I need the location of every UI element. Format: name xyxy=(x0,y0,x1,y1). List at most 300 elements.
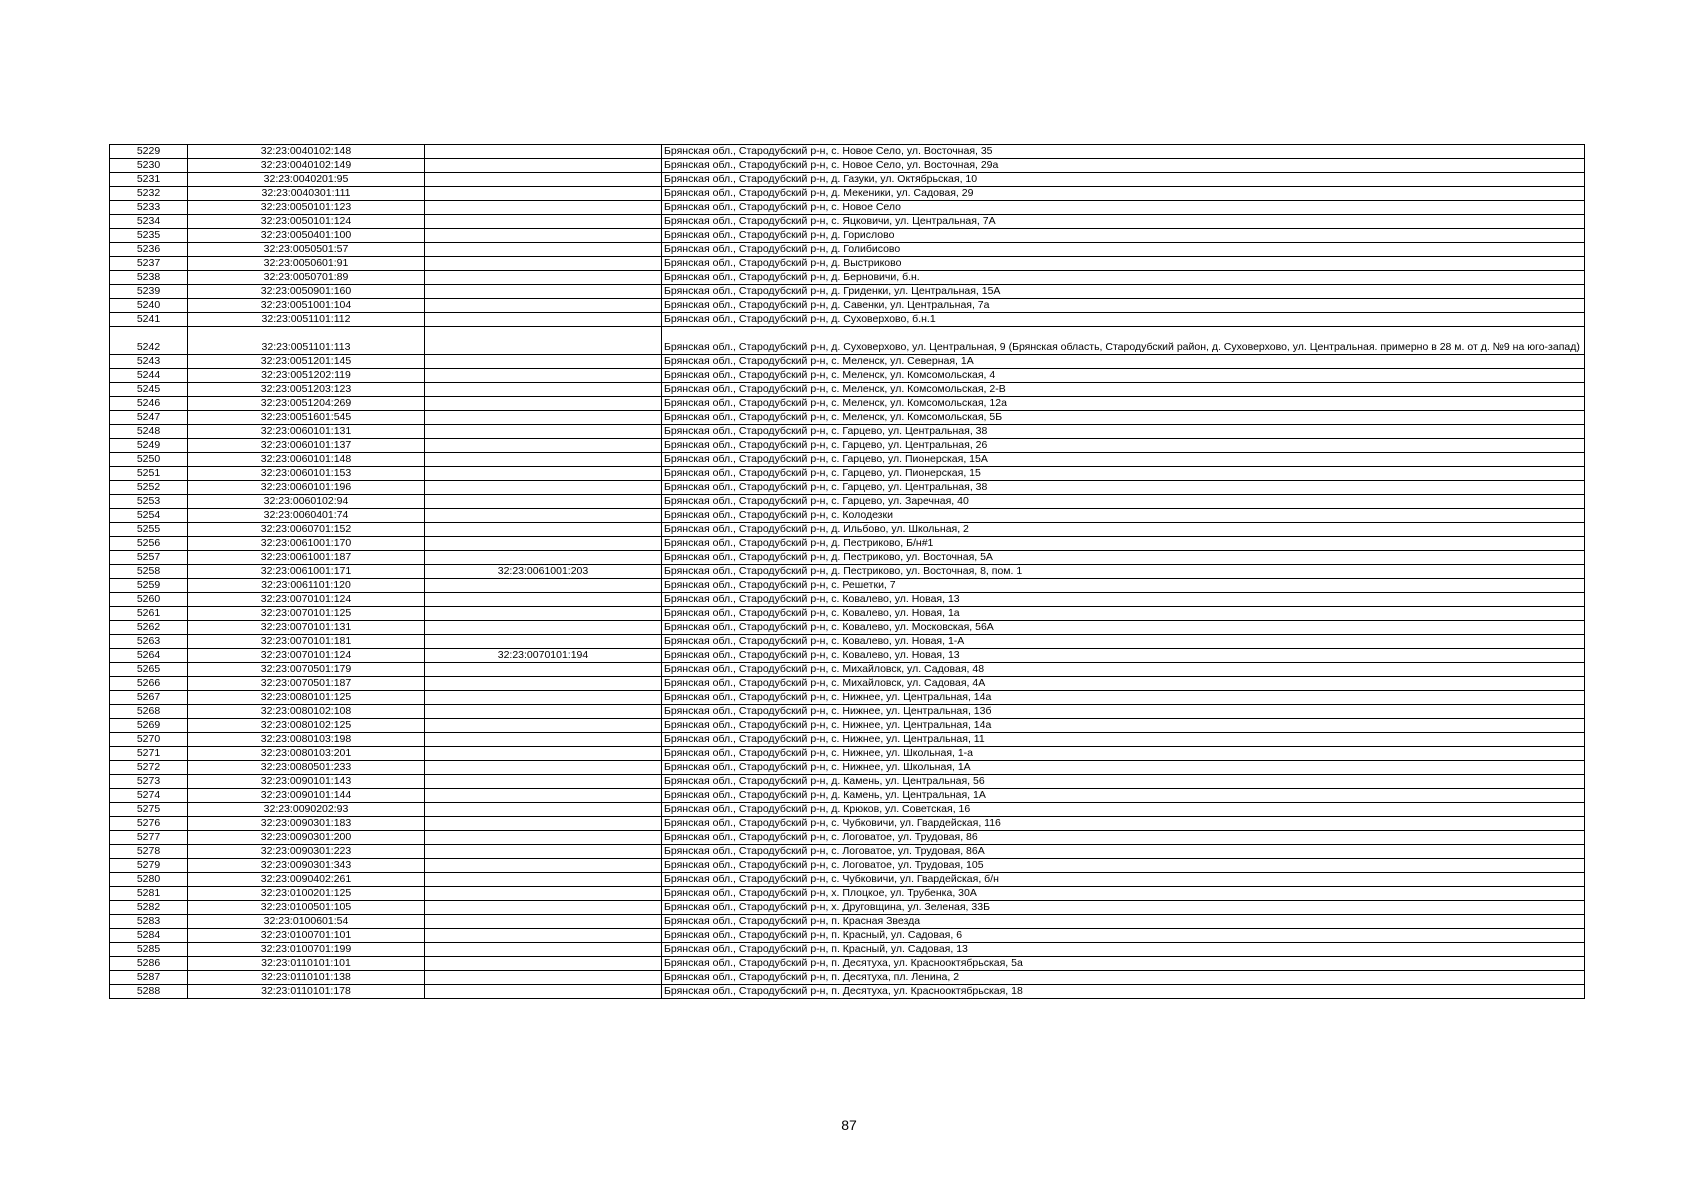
related-cadastral-number-cell xyxy=(425,523,662,537)
table-row xyxy=(110,243,1585,257)
row-number-cell: 5235 xyxy=(110,229,188,243)
row-number-cell: 5263 xyxy=(110,635,188,649)
related-cadastral-number-cell xyxy=(425,733,662,747)
table-row xyxy=(110,747,1585,761)
table-row xyxy=(110,803,1585,817)
table-body xyxy=(110,145,1585,999)
related-cadastral-number-cell xyxy=(425,887,662,901)
related-cadastral-number-cell xyxy=(425,425,662,439)
address-cell: Брянская обл., Стародубский р-н, с. Новое Село, ул. Восточная, 35 xyxy=(662,145,1585,159)
address-cell: Брянская обл., Стародубский р-н, д. Савенки, ул. Центральная, 7а xyxy=(662,299,1585,313)
table-row xyxy=(110,453,1585,467)
row-number-cell: 5269 xyxy=(110,719,188,733)
row-number-cell: 5262 xyxy=(110,621,188,635)
address-cell: Брянская обл., Стародубский р-н, с. Гарцево, ул. Пионерская, 15 xyxy=(662,467,1585,481)
row-number-cell: 5233 xyxy=(110,201,188,215)
address-cell: Брянская обл., Стародубский р-н, п. Десятуха, ул. Краснооктябрьская, 5а xyxy=(662,957,1585,971)
cadastral-number-cell: 32:23:0090301:200 xyxy=(188,831,425,845)
related-cadastral-number-cell xyxy=(425,551,662,565)
related-cadastral-number-cell xyxy=(425,985,662,999)
related-cadastral-number-cell xyxy=(425,257,662,271)
row-number-cell: 5248 xyxy=(110,425,188,439)
table-row xyxy=(110,285,1585,299)
cadastral-number-cell: 32:23:0051101:112 xyxy=(188,313,425,327)
table-row xyxy=(110,915,1585,929)
related-cadastral-number-cell xyxy=(425,509,662,523)
related-cadastral-number-cell xyxy=(425,453,662,467)
cadastral-number-cell: 32:23:0070501:187 xyxy=(188,677,425,691)
address-cell: Брянская обл., Стародубский р-н, д. Крюков, ул. Советская, 16 xyxy=(662,803,1585,817)
address-cell: Брянская обл., Стародубский р-н, д. Берновичи, б.н. xyxy=(662,271,1585,285)
cadastral-number-cell: 32:23:0100201:125 xyxy=(188,887,425,901)
related-cadastral-number-cell xyxy=(425,817,662,831)
table-row xyxy=(110,537,1585,551)
row-number-cell: 5245 xyxy=(110,383,188,397)
table-row xyxy=(110,593,1585,607)
address-cell: Брянская обл., Стародубский р-н, с. Решетки, 7 xyxy=(662,579,1585,593)
cadastral-number-cell: 32:23:0060102:94 xyxy=(188,495,425,509)
related-cadastral-number-cell xyxy=(425,411,662,425)
row-number-cell: 5276 xyxy=(110,817,188,831)
row-number-cell: 5247 xyxy=(110,411,188,425)
table-row xyxy=(110,565,1585,579)
address-cell: Брянская обл., Стародубский р-н, х. Друговщина, ул. Зеленая, 33Б xyxy=(662,901,1585,915)
related-cadastral-number-cell xyxy=(425,383,662,397)
row-number-cell: 5244 xyxy=(110,369,188,383)
address-cell: Брянская обл., Стародубский р-н, с. Ковалево, ул. Новая, 13 xyxy=(662,593,1585,607)
row-number-cell: 5288 xyxy=(110,985,188,999)
row-number-cell: 5236 xyxy=(110,243,188,257)
cadastral-number-cell: 32:23:0070101:124 xyxy=(188,593,425,607)
cadastral-number-cell: 32:23:0090301:223 xyxy=(188,845,425,859)
address-cell: Брянская обл., Стародубский р-н, с. Гарцево, ул. Центральная, 26 xyxy=(662,439,1585,453)
address-cell: Брянская обл., Стародубский р-н, с. Чубковичи, ул. Гвардейская, 116 xyxy=(662,817,1585,831)
row-number-cell: 5265 xyxy=(110,663,188,677)
row-number-cell: 5255 xyxy=(110,523,188,537)
cadastral-number-cell: 32:23:0051001:104 xyxy=(188,299,425,313)
address-cell: Брянская обл., Стародубский р-н, с. Ковалево, ул. Новая, 1-А xyxy=(662,635,1585,649)
row-number-cell: 5286 xyxy=(110,957,188,971)
row-number-cell: 5243 xyxy=(110,355,188,369)
related-cadastral-number-cell xyxy=(425,355,662,369)
row-number-cell: 5281 xyxy=(110,887,188,901)
row-number-cell: 5270 xyxy=(110,733,188,747)
table-row xyxy=(110,845,1585,859)
table-row xyxy=(110,425,1585,439)
row-number-cell: 5275 xyxy=(110,803,188,817)
table-row xyxy=(110,957,1585,971)
table-row xyxy=(110,397,1585,411)
table-row xyxy=(110,327,1585,355)
address-cell: Брянская обл., Стародубский р-н, с. Логоватое, ул. Трудовая, 105 xyxy=(662,859,1585,873)
address-cell: Брянская обл., Стародубский р-н, с. Меленск, ул. Комсомольская, 5Б xyxy=(662,411,1585,425)
address-cell: Брянская обл., Стародубский р-н, с. Яцковичи, ул. Центральная, 7А xyxy=(662,215,1585,229)
table-row xyxy=(110,173,1585,187)
address-cell: Брянская обл., Стародубский р-н, п. Десятуха, ул. Краснооктябрьская, 18 xyxy=(662,985,1585,999)
table-row xyxy=(110,607,1585,621)
cadastral-number-cell: 32:23:0040102:148 xyxy=(188,145,425,159)
address-cell: Брянская обл., Стародубский р-н, с. Нижнее, ул. Центральная, 14а xyxy=(662,691,1585,705)
row-number-cell: 5279 xyxy=(110,859,188,873)
related-cadastral-number-cell xyxy=(425,663,662,677)
related-cadastral-number-cell xyxy=(425,145,662,159)
address-cell: Брянская обл., Стародубский р-н, п. Десятуха, пл. Ленина, 2 xyxy=(662,971,1585,985)
related-cadastral-number-cell xyxy=(425,593,662,607)
related-cadastral-number-cell xyxy=(425,747,662,761)
table-row xyxy=(110,985,1585,999)
cadastral-number-cell: 32:23:0070501:179 xyxy=(188,663,425,677)
row-number-cell: 5237 xyxy=(110,257,188,271)
address-cell: Брянская обл., Стародубский р-н, с. Меленск, ул. Комсомольская, 2-В xyxy=(662,383,1585,397)
table-row xyxy=(110,523,1585,537)
row-number-cell: 5254 xyxy=(110,509,188,523)
row-number-cell: 5267 xyxy=(110,691,188,705)
cadastral-number-cell: 32:23:0050901:160 xyxy=(188,285,425,299)
row-number-cell: 5287 xyxy=(110,971,188,985)
related-cadastral-number-cell xyxy=(425,215,662,229)
row-number-cell: 5252 xyxy=(110,481,188,495)
row-number-cell: 5274 xyxy=(110,789,188,803)
related-cadastral-number-cell xyxy=(425,467,662,481)
related-cadastral-number-cell xyxy=(425,201,662,215)
table-row xyxy=(110,663,1585,677)
row-number-cell: 5239 xyxy=(110,285,188,299)
related-cadastral-number-cell xyxy=(425,285,662,299)
related-cadastral-number-cell xyxy=(425,873,662,887)
address-cell: Брянская обл., Стародубский р-н, д. Камень, ул. Центральная, 56 xyxy=(662,775,1585,789)
row-number-cell: 5260 xyxy=(110,593,188,607)
table-row xyxy=(110,201,1585,215)
table-row xyxy=(110,887,1585,901)
related-cadastral-number-cell xyxy=(425,775,662,789)
cadastral-number-cell: 32:23:0080501:233 xyxy=(188,761,425,775)
address-cell: Брянская обл., Стародубский р-н, с. Гарцево, ул. Центральная, 38 xyxy=(662,425,1585,439)
related-cadastral-number-cell xyxy=(425,159,662,173)
table-row xyxy=(110,873,1585,887)
cadastral-number-cell: 32:23:0090301:343 xyxy=(188,859,425,873)
cadastral-number-cell: 32:23:0060101:196 xyxy=(188,481,425,495)
cadastral-number-cell: 32:23:0061001:171 xyxy=(188,565,425,579)
address-cell: Брянская обл., Стародубский р-н, д. Ильбово, ул. Школьная, 2 xyxy=(662,523,1585,537)
row-number-cell: 5250 xyxy=(110,453,188,467)
row-number-cell: 5230 xyxy=(110,159,188,173)
table-row xyxy=(110,691,1585,705)
table-row xyxy=(110,929,1585,943)
page-number: 87 xyxy=(841,1117,857,1133)
related-cadastral-number-cell xyxy=(425,397,662,411)
row-number-cell: 5259 xyxy=(110,579,188,593)
address-cell: Брянская обл., Стародубский р-н, п. Красная Звезда xyxy=(662,915,1585,929)
table-row xyxy=(110,509,1585,523)
related-cadastral-number-cell xyxy=(425,957,662,971)
row-number-cell: 5272 xyxy=(110,761,188,775)
table-row xyxy=(110,411,1585,425)
address-cell: Брянская обл., Стародубский р-н, д. Выстриково xyxy=(662,257,1585,271)
cadastral-number-cell: 32:23:0110101:101 xyxy=(188,957,425,971)
table-row xyxy=(110,467,1585,481)
table-row xyxy=(110,635,1585,649)
address-cell: Брянская обл., Стародубский р-н, д. Пестриково, ул. Восточная, 8, пом. 1 xyxy=(662,565,1585,579)
cadastral-number-cell: 32:23:0110101:178 xyxy=(188,985,425,999)
row-number-cell: 5253 xyxy=(110,495,188,509)
table-row xyxy=(110,677,1585,691)
cadastral-number-cell: 32:23:0090301:183 xyxy=(188,817,425,831)
table-row xyxy=(110,775,1585,789)
row-number-cell: 5240 xyxy=(110,299,188,313)
cadastral-number-cell: 32:23:0090101:144 xyxy=(188,789,425,803)
cadastral-number-cell: 32:23:0040201:95 xyxy=(188,173,425,187)
related-cadastral-number-cell xyxy=(425,173,662,187)
table-row xyxy=(110,299,1585,313)
table-row xyxy=(110,187,1585,201)
related-cadastral-number-cell xyxy=(425,971,662,985)
related-cadastral-number-cell xyxy=(425,621,662,635)
cadastral-number-cell: 32:23:0060101:137 xyxy=(188,439,425,453)
address-cell: Брянская обл., Стародубский р-н, д. Пестриково, Б/н#1 xyxy=(662,537,1585,551)
cadastral-number-cell: 32:23:0061001:187 xyxy=(188,551,425,565)
address-cell: Брянская обл., Стародубский р-н, с. Михайловск, ул. Садовая, 4А xyxy=(662,677,1585,691)
table-row xyxy=(110,733,1585,747)
cadastral-number-cell: 32:23:0090202:93 xyxy=(188,803,425,817)
table-row xyxy=(110,719,1585,733)
address-cell: Брянская обл., Стародубский р-н, с. Нижнее, ул. Центральная, 11 xyxy=(662,733,1585,747)
row-number-cell: 5234 xyxy=(110,215,188,229)
cadastral-number-cell: 32:23:0080103:201 xyxy=(188,747,425,761)
related-cadastral-number-cell xyxy=(425,859,662,873)
related-cadastral-number-cell xyxy=(425,803,662,817)
address-cell: Брянская обл., Стародубский р-н, с. Гарцево, ул. Заречная, 40 xyxy=(662,495,1585,509)
address-cell: Брянская обл., Стародубский р-н, с. Нижнее, ул. Центральная, 14а xyxy=(662,719,1585,733)
cadastral-number-cell: 32:23:0090101:143 xyxy=(188,775,425,789)
cadastral-number-cell: 32:23:0040301:111 xyxy=(188,187,425,201)
table-row xyxy=(110,481,1585,495)
related-cadastral-number-cell xyxy=(425,789,662,803)
table-row xyxy=(110,439,1585,453)
cadastral-number-cell: 32:23:0100701:101 xyxy=(188,929,425,943)
row-number-cell: 5246 xyxy=(110,397,188,411)
related-cadastral-number-cell xyxy=(425,439,662,453)
cadastral-number-cell: 32:23:0050401:100 xyxy=(188,229,425,243)
row-number-cell: 5277 xyxy=(110,831,188,845)
address-cell: Брянская обл., Стародубский р-н, д. Пестриково, ул. Восточная, 5А xyxy=(662,551,1585,565)
cadastral-number-cell: 32:23:0080101:125 xyxy=(188,691,425,705)
cadastral-number-cell: 32:23:0050501:57 xyxy=(188,243,425,257)
table-row xyxy=(110,901,1585,915)
cadastral-number-cell: 32:23:0070101:124 xyxy=(188,649,425,663)
related-cadastral-number-cell xyxy=(425,691,662,705)
cadastral-number-cell: 32:23:0060101:148 xyxy=(188,453,425,467)
table-row xyxy=(110,271,1585,285)
related-cadastral-number-cell xyxy=(425,719,662,733)
address-cell: Брянская обл., Стародубский р-н, д. Суховерхово, б.н.1 xyxy=(662,313,1585,327)
related-cadastral-number-cell xyxy=(425,537,662,551)
cadastral-number-cell: 32:23:0051203:123 xyxy=(188,383,425,397)
address-cell: Брянская обл., Стародубский р-н, с. Ковалево, ул. Новая, 1а xyxy=(662,607,1585,621)
cadastral-number-cell: 32:23:0070101:125 xyxy=(188,607,425,621)
address-cell: Брянская обл., Стародубский р-н, п. Красный, ул. Садовая, 13 xyxy=(662,943,1585,957)
cadastral-number-cell: 32:23:0051201:145 xyxy=(188,355,425,369)
cadastral-number-cell: 32:23:0051101:113 xyxy=(188,327,425,355)
related-cadastral-number-cell xyxy=(425,901,662,915)
address-cell: Брянская обл., Стародубский р-н, с. Ковалево, ул. Московская, 56А xyxy=(662,621,1585,635)
table-row xyxy=(110,229,1585,243)
address-cell: Брянская обл., Стародубский р-н, с. Нижнее, ул. Школьная, 1А xyxy=(662,761,1585,775)
related-cadastral-number-cell xyxy=(425,243,662,257)
related-cadastral-number-cell xyxy=(425,705,662,719)
related-cadastral-number-cell xyxy=(425,229,662,243)
row-number-cell: 5241 xyxy=(110,313,188,327)
address-cell: Брянская обл., Стародубский р-н, с. Михайловск, ул. Садовая, 48 xyxy=(662,663,1585,677)
related-cadastral-number-cell xyxy=(425,677,662,691)
related-cadastral-number-cell xyxy=(425,845,662,859)
address-cell: Брянская обл., Стародубский р-н, с. Ковалево, ул. Новая, 13 xyxy=(662,649,1585,663)
cadastral-number-cell: 32:23:0100701:199 xyxy=(188,943,425,957)
row-number-cell: 5273 xyxy=(110,775,188,789)
address-cell: Брянская обл., Стародубский р-н, с. Меленск, ул. Комсомольская, 12а xyxy=(662,397,1585,411)
cadastral-number-cell: 32:23:0051601:545 xyxy=(188,411,425,425)
cadastral-number-cell: 32:23:0050601:91 xyxy=(188,257,425,271)
address-cell: Брянская обл., Стародубский р-н, д. Голибисово xyxy=(662,243,1585,257)
row-number-cell: 5283 xyxy=(110,915,188,929)
row-number-cell: 5284 xyxy=(110,929,188,943)
related-cadastral-number-cell xyxy=(425,187,662,201)
row-number-cell: 5264 xyxy=(110,649,188,663)
table-row xyxy=(110,159,1585,173)
row-number-cell: 5266 xyxy=(110,677,188,691)
table-row xyxy=(110,495,1585,509)
table-row xyxy=(110,369,1585,383)
related-cadastral-number-cell xyxy=(425,481,662,495)
address-cell: Брянская обл., Стародубский р-н, с. Нижнее, ул. Центральная, 13б xyxy=(662,705,1585,719)
cadastral-number-cell: 32:23:0060701:152 xyxy=(188,523,425,537)
related-cadastral-number-cell xyxy=(425,495,662,509)
related-cadastral-number-cell xyxy=(425,313,662,327)
table-row xyxy=(110,831,1585,845)
address-cell: Брянская обл., Стародубский р-н, с. Гарцево, ул. Центральная, 38 xyxy=(662,481,1585,495)
address-cell: Брянская обл., Стародубский р-н, д. Газуки, ул. Октябрьская, 10 xyxy=(662,173,1585,187)
related-cadastral-number-cell xyxy=(425,761,662,775)
table-row xyxy=(110,943,1585,957)
property-table xyxy=(109,144,1585,999)
row-number-cell: 5256 xyxy=(110,537,188,551)
cadastral-number-cell: 32:23:0080102:125 xyxy=(188,719,425,733)
related-cadastral-number-cell: 32:23:0061001:203 xyxy=(425,565,662,579)
row-number-cell: 5257 xyxy=(110,551,188,565)
row-number-cell: 5271 xyxy=(110,747,188,761)
table-row xyxy=(110,705,1585,719)
related-cadastral-number-cell xyxy=(425,929,662,943)
cadastral-number-cell: 32:23:0040102:149 xyxy=(188,159,425,173)
cadastral-number-cell: 32:23:0051204:269 xyxy=(188,397,425,411)
cadastral-number-cell: 32:23:0050701:89 xyxy=(188,271,425,285)
address-cell: Брянская обл., Стародубский р-н, д. Камень, ул. Центральная, 1А xyxy=(662,789,1585,803)
cadastral-number-cell: 32:23:0061101:120 xyxy=(188,579,425,593)
cadastral-number-cell: 32:23:0110101:138 xyxy=(188,971,425,985)
related-cadastral-number-cell xyxy=(425,915,662,929)
table-row xyxy=(110,257,1585,271)
related-cadastral-number-cell xyxy=(425,579,662,593)
related-cadastral-number-cell xyxy=(425,327,662,355)
table-row xyxy=(110,621,1585,635)
related-cadastral-number-cell xyxy=(425,271,662,285)
address-cell: Брянская обл., Стародубский р-н, с. Нижнее, ул. Школьная, 1-а xyxy=(662,747,1585,761)
table-row xyxy=(110,789,1585,803)
cadastral-number-cell: 32:23:0050101:124 xyxy=(188,215,425,229)
cadastral-number-cell: 32:23:0080102:108 xyxy=(188,705,425,719)
related-cadastral-number-cell xyxy=(425,831,662,845)
cadastral-number-cell: 32:23:0100501:105 xyxy=(188,901,425,915)
row-number-cell: 5261 xyxy=(110,607,188,621)
address-cell: Брянская обл., Стародубский р-н, х. Плоцкое, ул. Трубенка, 30А xyxy=(662,887,1585,901)
cadastral-number-cell: 32:23:0100601:54 xyxy=(188,915,425,929)
row-number-cell: 5238 xyxy=(110,271,188,285)
table-row xyxy=(110,817,1585,831)
related-cadastral-number-cell xyxy=(425,635,662,649)
row-number-cell: 5280 xyxy=(110,873,188,887)
table-row xyxy=(110,579,1585,593)
row-number-cell: 5249 xyxy=(110,439,188,453)
related-cadastral-number-cell xyxy=(425,369,662,383)
cadastral-number-cell: 32:23:0060101:131 xyxy=(188,425,425,439)
cadastral-number-cell: 32:23:0060101:153 xyxy=(188,467,425,481)
address-cell: Брянская обл., Стародубский р-н, с. Гарцево, ул. Пионерская, 15А xyxy=(662,453,1585,467)
row-number-cell: 5232 xyxy=(110,187,188,201)
cadastral-number-cell: 32:23:0070101:131 xyxy=(188,621,425,635)
table-row xyxy=(110,313,1585,327)
related-cadastral-number-cell xyxy=(425,943,662,957)
related-cadastral-number-cell: 32:23:0070101:194 xyxy=(425,649,662,663)
table-row xyxy=(110,971,1585,985)
address-cell: Брянская обл., Стародубский р-н, с. Меленск, ул. Северная, 1А xyxy=(662,355,1585,369)
table-row xyxy=(110,355,1585,369)
related-cadastral-number-cell xyxy=(425,607,662,621)
cadastral-number-cell: 32:23:0080103:198 xyxy=(188,733,425,747)
cadastral-number-cell: 32:23:0070101:181 xyxy=(188,635,425,649)
related-cadastral-number-cell xyxy=(425,299,662,313)
table-row xyxy=(110,859,1585,873)
row-number-cell: 5242 xyxy=(110,327,188,355)
address-cell: Брянская обл., Стародубский р-н, с. Логоватое, ул. Трудовая, 86 xyxy=(662,831,1585,845)
cadastral-number-cell: 32:23:0061001:170 xyxy=(188,537,425,551)
address-cell: Брянская обл., Стародубский р-н, д. Горислово xyxy=(662,229,1585,243)
address-cell: Брянская обл., Стародубский р-н, д. Гриденки, ул. Центральная, 15А xyxy=(662,285,1585,299)
address-cell: Брянская обл., Стародубский р-н, с. Меленск, ул. Комсомольская, 4 xyxy=(662,369,1585,383)
cadastral-number-cell: 32:23:0060401:74 xyxy=(188,509,425,523)
address-cell: Брянская обл., Стародубский р-н, с. Новое Село xyxy=(662,201,1585,215)
address-cell: Брянская обл., Стародубский р-н, с. Чубковичи, ул. Гвардейская, б/н xyxy=(662,873,1585,887)
address-cell: Брянская обл., Стародубский р-н, с. Логоватое, ул. Трудовая, 86А xyxy=(662,845,1585,859)
row-number-cell: 5231 xyxy=(110,173,188,187)
row-number-cell: 5282 xyxy=(110,901,188,915)
table-row xyxy=(110,383,1585,397)
address-cell: Брянская обл., Стародубский р-н, д. Мекеники, ул. Садовая, 29 xyxy=(662,187,1585,201)
address-cell: Брянская обл., Стародубский р-н, с. Новое Село, ул. Восточная, 29а xyxy=(662,159,1585,173)
cadastral-number-cell: 32:23:0050101:123 xyxy=(188,201,425,215)
address-cell: Брянская обл., Стародубский р-н, д. Суховерхово, ул. Центральная, 9 (Брянская область, Стародубский район, д. Суховерхово, ул. Центральная. примерно в 28 м. от д. №9 на юго-запад) xyxy=(662,327,1585,355)
row-number-cell: 5268 xyxy=(110,705,188,719)
table-row xyxy=(110,649,1585,663)
row-number-cell: 5285 xyxy=(110,943,188,957)
row-number-cell: 5258 xyxy=(110,565,188,579)
table-row xyxy=(110,145,1585,159)
row-number-cell: 5278 xyxy=(110,845,188,859)
address-cell: Брянская обл., Стародубский р-н, с. Колодезки xyxy=(662,509,1585,523)
table-row xyxy=(110,761,1585,775)
cadastral-number-cell: 32:23:0051202:119 xyxy=(188,369,425,383)
cadastral-number-cell: 32:23:0090402:261 xyxy=(188,873,425,887)
row-number-cell: 5251 xyxy=(110,467,188,481)
row-number-cell: 5229 xyxy=(110,145,188,159)
